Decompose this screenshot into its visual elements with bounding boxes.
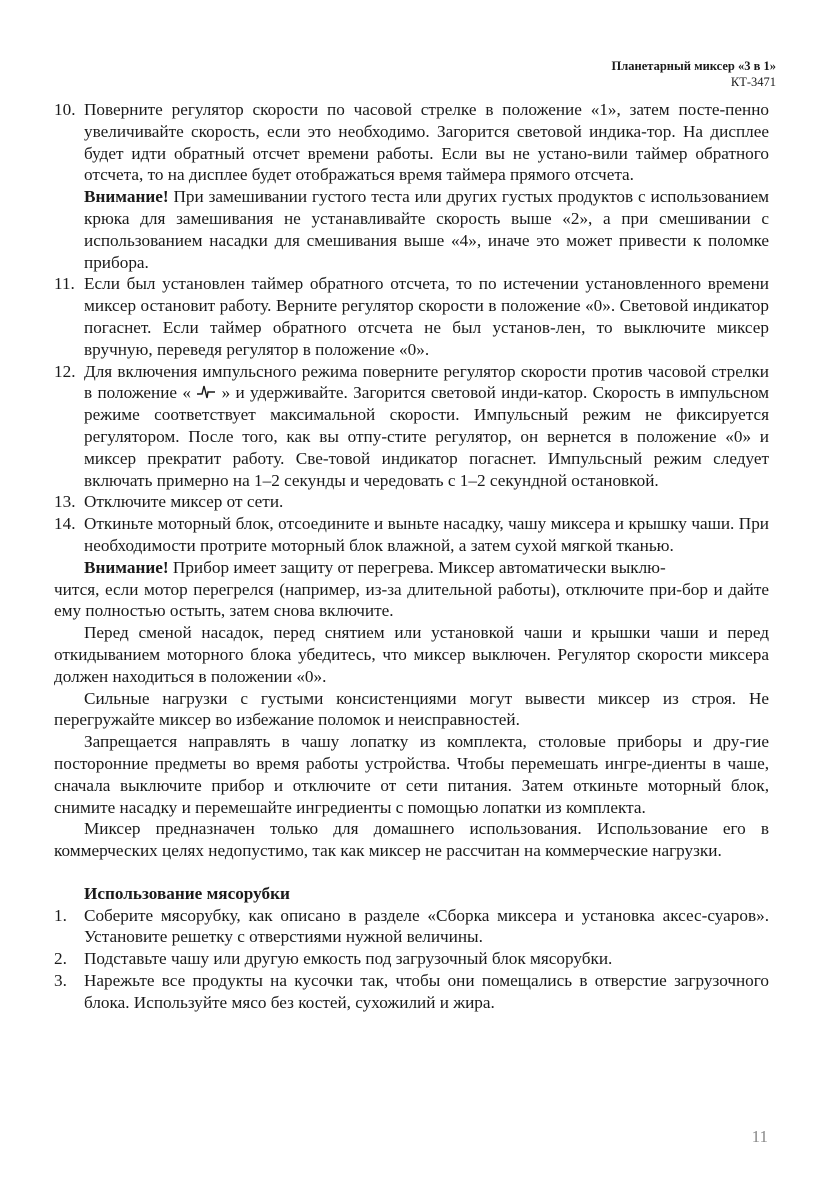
list-item-number: 10. <box>54 100 76 119</box>
pulse-mode-icon <box>196 384 216 400</box>
list-item-text: Подставьте чашу или другую емкость под загрузочный блок мясорубки. <box>84 949 613 969</box>
list-item-number: 11. <box>54 274 75 294</box>
paragraph: Перед сменой насадок, перед снятием или установкой чаши и крышки чаши и перед откидыванием моторного блока убедитесь, что миксер выключен. Регулятор скорости миксера должен находиться в положении «0». <box>54 623 769 686</box>
list-item-number: 12. <box>54 361 76 381</box>
paragraph: Сильные нагрузки с густыми консистенциями могут вывести миксер из строя. Не перегружайте миксер во избежание поломок и неисправностей. <box>54 688 769 730</box>
warning-text: Прибор имеет защиту от перегрева. Миксер автоматически выклю- <box>168 557 666 577</box>
paragraph: Миксер предназначен только для домашнего использования. Использование его в коммерческих целях недопустимо, так как миксер не рассчитан на коммерческие нагрузки. <box>54 819 769 861</box>
list-item-text: Отключите миксер от сети. <box>84 492 284 512</box>
list-item-text: Если был установлен таймер обратного отсчета, то по истечении установленного времени миксер остановит работу. Верните регулятор скорости в положение «0». Световой индикатор погаснет. Если таймер обратного отсчета не был установ-лен, то выключите миксер вручную, переведя регулятор в положение «0». <box>84 274 769 359</box>
list-item <box>54 513 769 578</box>
header-model: КТ-3471 <box>730 75 776 89</box>
list-item-text-continued: » и удерживайте. Загорится световой инди-катор. Скорость в импульсном режиме соответствует максимальной скорости. Импульсный режим не фиксируется регулятором. После того, как вы отпу-стите регулятор, он вернется в положение «0» и миксер прекратит работу. Све-товой индикатор погаснет. Импульсный режим следует включать примерно на 1–2 секунды и чередовать с 1–2 секундной остановкой. <box>84 383 769 490</box>
list-item <box>54 948 769 970</box>
paragraph: Запрещается направлять в чашу лопатку из комплекта, столовые приборы и дру-гие посторонние предметы во время работы устройства. Чтобы перемешать ингре-диенты в чаше, сначала выключите прибор и отключите от сети питания. Затем откиньте моторный блок, снимите насадку и перемешайте ингредиенты с помощью лопатки из комплекта. <box>54 732 769 817</box>
document-body <box>54 99 769 1014</box>
list-item <box>54 491 769 513</box>
list-item-number: 1. <box>54 905 67 925</box>
list-item-text: Нарежьте все продукты на кусочки так, чтобы они помещались в отверстие загрузочного блока. Используйте мясо без костей, сухожилий и жира. <box>84 971 769 1012</box>
section-heading: Использование мясорубки <box>84 883 290 903</box>
page-number: 11 <box>751 1127 768 1146</box>
list-item-text: Для включения импульсного режима поверните регулятор скорости против часовой стрелки в положение « <box>84 361 769 403</box>
list-item-text: Поверните регулятор скорости по часовой стрелке в положение «1», затем посте-пенно увеличивайте скорость, если это необходимо. Загорится световой индика-тор. На дисплее будет идти обратный отсчет времени работы. Если вы не устано-вили таймер обратного отсчета, то на дисплее будет отображаться время таймера прямого отсчета. <box>84 100 769 185</box>
list-item <box>54 361 769 492</box>
page-header <box>612 58 776 90</box>
list-item <box>54 273 769 360</box>
warning-label: Внимание! <box>84 187 169 207</box>
warning-text: При замешивании густого теста или других густых продуктов с использованием крюка для замешивания не устанавливайте скорость выше «2», а при смешивании с использованием насадки для смешивания выше «4», иначе это может привести к поломке прибора. <box>84 187 769 272</box>
list-item <box>54 99 769 273</box>
list-item-number: 2. <box>54 949 67 969</box>
list-item-number: 13. <box>54 492 76 512</box>
list-item-text: Откиньте моторный блок, отсоедините и выньте насадку, чашу миксера и крышку чаши. При необходимости протрите моторный блок влажной, а затем сухой мягкой тканью. <box>84 514 769 555</box>
warning-label: Внимание! <box>84 557 169 577</box>
list-item <box>54 905 769 949</box>
header-title: Планетарный миксер «3 в 1» <box>611 59 776 73</box>
warning-continued: чится, если мотор перегрелся (например, из-за длительной работы), отключите при-бор и дайте ему полностью остыть, затем снова включите. <box>54 579 769 621</box>
list-item-number: 3. <box>54 971 67 991</box>
list-item-text: Соберите мясорубку, как описано в разделе «Сборка миксера и установка аксес-суаров». Установите решетку с отверстиями нужной величины. <box>84 905 769 947</box>
list-item <box>54 970 769 1014</box>
list-item-number: 14. <box>54 514 76 534</box>
